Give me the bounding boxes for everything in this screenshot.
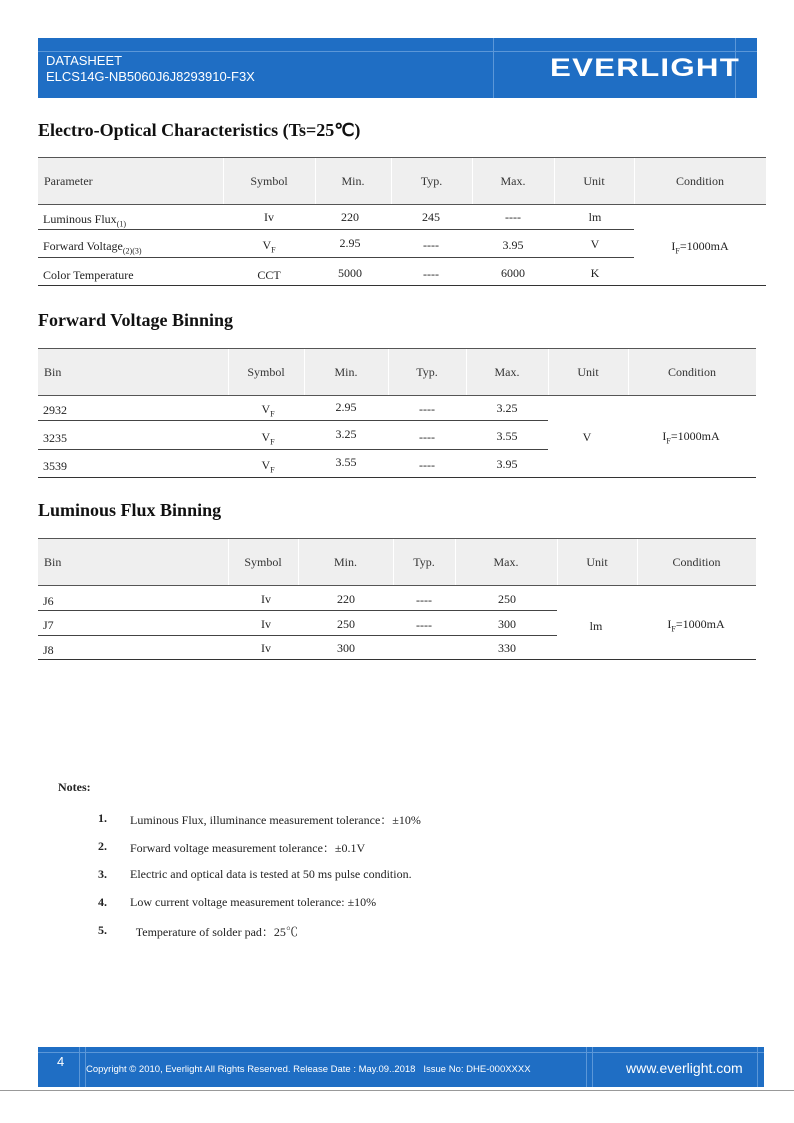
eo-max: ---- xyxy=(505,210,521,224)
note-text: Temperature of solder pad：25℃ xyxy=(133,925,298,939)
fv-symbol: $V_F$ xyxy=(261,402,275,419)
lf-bin: J7 xyxy=(43,618,54,632)
eo-symbol: CCT xyxy=(257,268,281,282)
page-number: 4 xyxy=(57,1054,65,1069)
eo-min: 5000 xyxy=(338,266,362,280)
lf-min: 220 xyxy=(337,592,355,606)
notes-title: Notes: xyxy=(58,780,91,794)
note-text: Luminous Flux, illuminance measurement tolerance：±10% xyxy=(130,813,421,827)
col-header: Typ. xyxy=(416,364,438,379)
lf-max: 330 xyxy=(498,641,516,655)
col-header: Condition xyxy=(667,364,716,379)
eo-symbol: Iv xyxy=(264,210,274,224)
col-header: Min. xyxy=(333,554,357,569)
lf-condition: $I_F=1000mA$ xyxy=(667,617,725,634)
lf-table xyxy=(38,538,756,662)
eo-condition: $I_F=1000mA$ xyxy=(671,239,729,256)
note-number: 1. xyxy=(98,811,107,825)
note-text: Electric and optical data is tested at 50 ms pulse condition. xyxy=(130,867,412,881)
col-header: Max. xyxy=(500,173,526,188)
fv-max: 3.95 xyxy=(496,457,518,471)
fv-bin: 3539 xyxy=(43,459,67,473)
lf-typ: ---- xyxy=(416,618,432,632)
col-header: Symbol xyxy=(250,173,288,188)
note-number: 4. xyxy=(98,895,107,909)
fv-max: 3.55 xyxy=(496,429,518,443)
col-header: Condition xyxy=(672,554,721,569)
lf-min: 300 xyxy=(337,641,355,655)
fv-typ: ---- xyxy=(419,458,435,472)
col-header: Symbol xyxy=(247,364,285,379)
note-text: Low current voltage measurement tolerance: ±10% xyxy=(130,895,377,909)
note-text: Forward voltage measurement tolerance：±0.1V xyxy=(130,841,366,855)
fv-min: 3.55 xyxy=(335,455,357,469)
col-header: Bin xyxy=(44,554,62,569)
col-header: Max. xyxy=(493,554,519,569)
eo-min: 2.95 xyxy=(339,236,361,250)
col-header: Min. xyxy=(334,364,358,379)
fv-table-header xyxy=(38,348,756,396)
eo-param: Luminous Flux$_{(1)}$ xyxy=(43,212,127,229)
fv-typ: ---- xyxy=(419,430,435,444)
eo-unit: V xyxy=(590,237,600,251)
eo-unit: K xyxy=(590,266,600,280)
lf-max: 250 xyxy=(498,592,516,606)
fv-bin: 2932 xyxy=(43,403,67,417)
fv-title: Forward Voltage Binning xyxy=(38,310,234,330)
col-header: Symbol xyxy=(244,554,282,569)
eo-table-header xyxy=(38,157,766,205)
col-header: Typ. xyxy=(413,554,435,569)
eo-max: 3.95 xyxy=(502,238,524,252)
note-number: 5. xyxy=(98,923,107,937)
lf-symbol: Iv xyxy=(261,641,271,655)
lf-typ: ---- xyxy=(416,593,432,607)
fv-min: 2.95 xyxy=(335,400,357,414)
lf-table-header xyxy=(38,538,756,586)
part-number: ELCS14G-NB5060J6J8293910-F3X xyxy=(46,69,255,84)
col-header: Min. xyxy=(341,173,365,188)
copyright-text: Copyright © 2010, Everlight All Rights Reserved. Release Date : May.09..2018 Issue No: DHE-000XXXX xyxy=(86,1064,531,1075)
col-header: Unit xyxy=(583,173,605,188)
col-header: Unit xyxy=(586,554,608,569)
col-header: Bin xyxy=(44,364,62,379)
eo-unit: lm xyxy=(588,210,602,224)
lf-symbol: Iv xyxy=(261,592,271,606)
footer-banner xyxy=(38,1047,764,1087)
eo-table xyxy=(38,157,766,287)
lf-title: Luminous Flux Binning xyxy=(38,500,222,520)
fv-unit: V xyxy=(582,430,592,444)
note-number: 2. xyxy=(98,839,107,853)
col-header: Unit xyxy=(577,364,599,379)
lf-symbol: Iv xyxy=(261,617,271,631)
website-link[interactable]: www.everlight.com xyxy=(626,1060,743,1076)
lf-bin: J8 xyxy=(43,643,54,657)
note-number: 3. xyxy=(98,867,107,881)
col-header: Max. xyxy=(494,364,520,379)
fv-condition: $I_F=1000mA$ xyxy=(662,429,720,446)
col-header: Parameter xyxy=(44,173,93,188)
everlight-logo: EVERLIGHT xyxy=(550,54,741,82)
lf-max: 300 xyxy=(498,617,516,631)
eo-typ: ---- xyxy=(423,238,439,252)
col-header: Condition xyxy=(675,173,724,188)
fv-min: 3.25 xyxy=(335,427,357,441)
eo-title: Electro-Optical Characteristics (Ts=25℃) xyxy=(38,120,361,140)
fv-symbol: $V_F$ xyxy=(261,430,275,447)
eo-symbol: $V_F$ xyxy=(262,238,276,255)
eo-param: Forward Voltage$_{(2)(3)}$ xyxy=(43,239,142,256)
eo-max: 6000 xyxy=(501,266,525,280)
fv-bin: 3235 xyxy=(43,431,67,445)
lf-bin: J6 xyxy=(43,594,54,608)
eo-typ: 245 xyxy=(422,210,440,224)
eo-param: Color Temperature xyxy=(43,268,134,282)
doc-type-label: DATASHEET xyxy=(46,53,123,68)
header-banner xyxy=(38,38,757,98)
fv-typ: ---- xyxy=(419,402,435,416)
fv-max: 3.25 xyxy=(496,401,518,415)
fv-symbol: $V_F$ xyxy=(261,458,275,475)
eo-typ: ---- xyxy=(423,267,439,281)
lf-min: 250 xyxy=(337,617,355,631)
col-header: Typ. xyxy=(420,173,443,188)
lf-unit: lm xyxy=(589,619,603,633)
bottom-rule xyxy=(0,1090,794,1091)
eo-min: 220 xyxy=(341,210,359,224)
fv-table xyxy=(38,348,756,480)
